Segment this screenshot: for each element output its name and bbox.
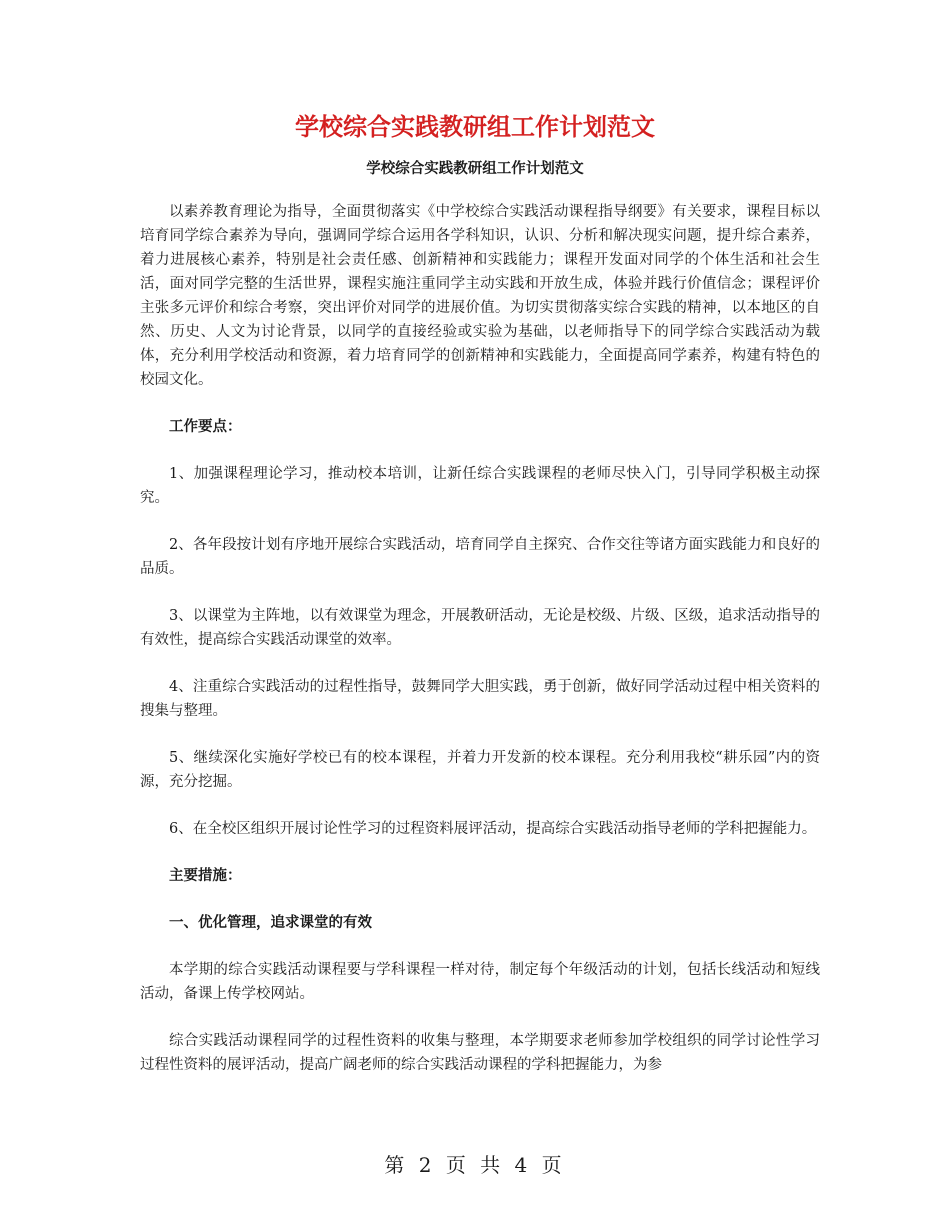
work-point-4: 4、注重综合实践活动的过程性指导，鼓舞同学大胆实践，勇于创新，做好同学活动过程中相关资料的搜集与整理。 (140, 679, 820, 719)
work-point-5: 5、继续深化实施好学校已有的校本课程，并着力开发新的校本课程。充分利用我校“耕乐园”内的资源，充分挖掘。 (140, 750, 820, 790)
work-point-2: 2、各年段按计划有序地开展综合实践活动，培育同学自主探究、合作交往等诸方面实践能力和良好的品质。 (140, 537, 820, 577)
work-points-heading: 工作要点： (169, 418, 242, 435)
work-point-6: 6、在全校区组织开展讨论性学习的过程资料展评活动，提高综合实践活动指导老师的学科把握能力。 (169, 821, 817, 837)
work-point-3: 3、以课堂为主阵地，以有效课堂为理念，开展教研活动，无论是校级、片级、区级，追求活动指导的有效性，提高综合实践活动课堂的效率。 (140, 608, 820, 648)
intro-paragraph: 以素养教育理论为指导，全面贯彻落实《中学校综合实践活动课程指导纲要》有关要求，课程目标以培育同学综合素养为导向，强调同学综合运用各学科知识，认识、分析和解决现实问题，提升综合素养，着力进展核心素养，特别是社会责任感、创新精神和实践能力；课程开发面对同学的个体生活和社会生活，面对同学完整的生活世界，课程实施注重同学主动实践和开放生成，体验并践行价值信念；课程评价主张多元评价和综合考察，突出评价对同学的进展价值。为切实贯彻落实综合实践的精神，以本地区的自然、历史、人文为讨论背景，以同学的直接经验或实验为基础，以老师指导下的同学综合实践活动为载体，充分利用学校活动和资源，着力培育同学的创新精神和实践能力，全面提高同学素养，构建有特色的校园文化。 (140, 204, 820, 388)
document-subtitle: 学校综合实践教研组工作计划范文 (366, 160, 584, 177)
section-1-paragraph-1: 本学期的综合实践活动课程要与学科课程一样对待，制定每个年级活动的计划，包括长线活动和短线活动，备课上传学校网站。 (140, 962, 820, 1002)
page-number-footer: 第 2 页 共 4 页 (384, 1153, 566, 1177)
measures-heading: 主要措施： (169, 867, 242, 884)
section-1-paragraph-2: 综合实践活动课程同学的过程性资料的收集与整理，本学期要求老师参加学校组织的同学讨论性学习过程性资料的展评活动，提高广阔老师的综合实践活动课程的学科把握能力，为参 (140, 1033, 820, 1073)
section-1-heading: 一、优化管理，追求课堂的有效 (169, 914, 372, 931)
document-title: 学校综合实践教研组工作计划范文 (295, 112, 655, 141)
document-body (140, 200, 820, 1077)
work-point-1: 1、加强课程理论学习，推动校本培训，让新任综合实践课程的老师尽快入门，引导同学积极主动探究。 (140, 466, 820, 506)
